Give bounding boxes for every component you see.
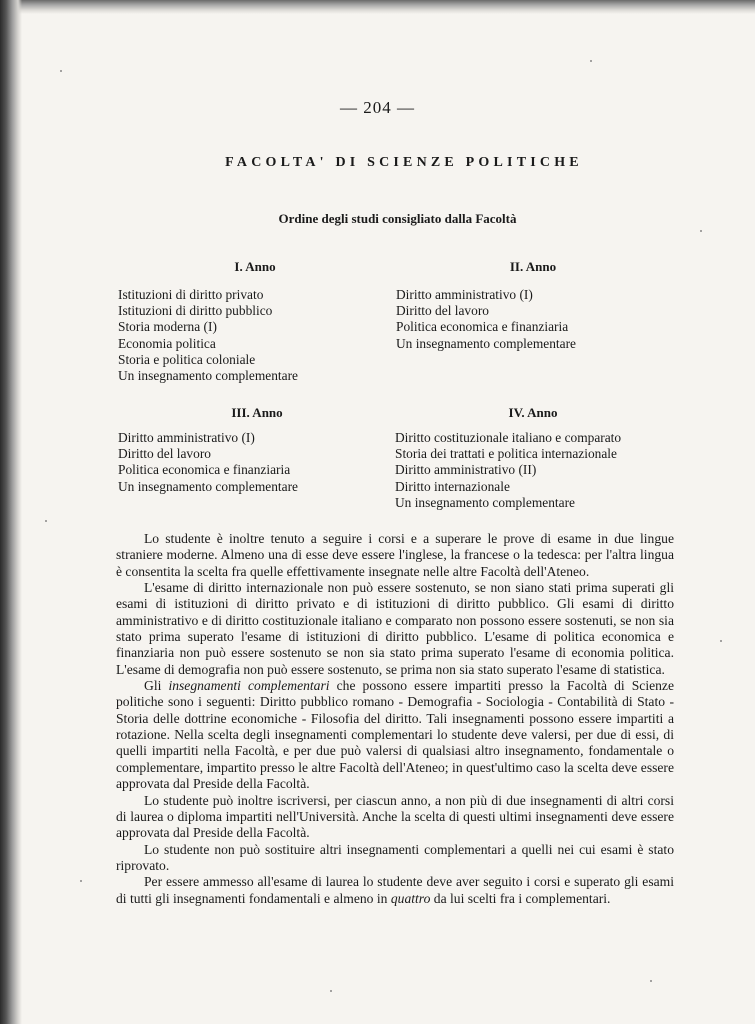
year-2-courses xyxy=(396,287,576,352)
course-item: Istituzioni di diritto pubblico xyxy=(118,303,273,319)
scan-speck xyxy=(650,980,652,982)
scan-speck xyxy=(45,520,47,522)
paragraph: Lo studente può inoltre iscriversi, per ciascun anno, a non più di due insegnamenti di altri corsi di laurea o diploma impartiti nell'Università. Anche la scelta di questi ultimi insegnamenti deve essere approvata dal Preside della Facoltà. xyxy=(116,792,674,841)
emphasized-term: quattro xyxy=(390,890,431,906)
scan-speck xyxy=(330,990,332,992)
year-4-heading: IV. Anno xyxy=(508,405,558,420)
course-item: Politica economica e finanziaria xyxy=(396,319,569,335)
course-item: Diritto del lavoro xyxy=(118,446,211,462)
course-item: Un insegnamento complementare xyxy=(396,335,576,351)
paragraph: Lo studente non può sostituire altri insegnamenti complementari a quelli nei cui esami è stato riprovato. xyxy=(116,841,674,873)
course-item: Politica economica e finanziaria xyxy=(118,462,291,478)
scan-speck xyxy=(590,60,592,62)
course-item: Storia dei trattati e politica internazionale xyxy=(395,446,617,462)
paragraph: Lo studente è inoltre tenuto a seguire i corsi e a superare le prove di esame in due lingue straniere moderne. Almeno una di esse deve essere l'inglese, la francese o la tedesca: per l'altra lingua è consentita la scelta fra quelle effettivamente insegnate nelle altre Facoltà dell'Ateneo. xyxy=(116,531,674,579)
scan-speck xyxy=(60,70,62,72)
scan-top-edge xyxy=(0,0,755,14)
study-plan-subtitle: Ordine degli studi consigliato dalla Facoltà xyxy=(278,211,517,226)
year-3-courses xyxy=(118,430,298,495)
paragraph: L'esame di diritto internazionale non può essere sostenuto, se non siano stati prima superati gli esami di istituzioni di diritto privato e di istituzioni di diritto pubblico. Gli esami di diritto amministrativo e di diritto costituzionale italiano e comparato non possono essere sostenuti, se non sia stato prima superato l'esame di istituzioni di diritto pubblico. L'esame di politica economica e finanziaria non può essere sostenuto se non sia stato prima superato l'esame di economia politica. L'esame di demografia non può essere sostenuto, se prima non sia stato superato l'esame di statistica. xyxy=(116,580,674,677)
course-item: Economia politica xyxy=(118,335,216,351)
course-item: Diritto internazionale xyxy=(395,478,510,494)
year-4-courses xyxy=(395,430,621,511)
course-item: Storia moderna (I) xyxy=(118,319,217,335)
course-item: Un insegnamento complementare xyxy=(395,494,575,510)
scan-speck xyxy=(80,880,82,882)
course-item: Diritto amministrativo (I) xyxy=(118,430,255,445)
year-1-heading: I. Anno xyxy=(234,259,276,274)
course-item: Diritto amministrativo (II) xyxy=(395,462,537,478)
course-item: Diritto costituzionale italiano e comparato xyxy=(395,430,622,445)
page-number: — 204 — xyxy=(340,98,415,117)
year-1-courses xyxy=(118,287,298,384)
paragraph: Per essere ammesso all'esame di laurea lo studente deve aver seguito i corsi e superato gli esami di tutti gli insegnamenti fondamentali e almeno in quattro da lui scelti fra i complementari. xyxy=(116,874,674,906)
course-item: Un insegnamento complementare xyxy=(118,368,298,384)
course-item: Istituzioni di diritto privato xyxy=(118,287,264,302)
scan-speck xyxy=(700,230,702,232)
course-item: Un insegnamento complementare xyxy=(118,478,298,494)
course-item: Storia e politica coloniale xyxy=(118,351,256,367)
year-2-heading: II. Anno xyxy=(509,259,557,274)
emphasized-term: insegnamenti complementari xyxy=(168,678,330,694)
course-item: Diritto del lavoro xyxy=(396,303,489,319)
faculty-title: FACOLTA' DI SCIENZE POLITICHE xyxy=(225,155,583,170)
scan-speck xyxy=(720,640,722,642)
book-binding-edge xyxy=(0,0,22,1024)
paragraph: Gli insegnamenti complementari che possono essere impartiti presso la Facoltà di Scienze politiche sono i seguenti: Diritto pubblico romano - Demografia - Sociologia - Contabilità di Stato - Storia delle dottrine economiche - Filosofia del diritto. Tali insegnamenti possono essere impartiti a rotazione. Nella scelta degli insegnamenti complementari lo studente deve valersi, per due di essi, di quelli impartiti nella Facoltà, e per due può valersi di qualsiasi altro insegnamento, fondamentale o complementare, impartito presso le altre Facoltà dell'Ateneo; in quest'ultimo caso la scelta deve essere approvata dal Preside della Facoltà. xyxy=(116,678,674,792)
year-3-heading: III. Anno xyxy=(231,405,283,420)
regulations-text xyxy=(116,531,674,907)
course-item: Diritto amministrativo (I) xyxy=(396,287,533,302)
